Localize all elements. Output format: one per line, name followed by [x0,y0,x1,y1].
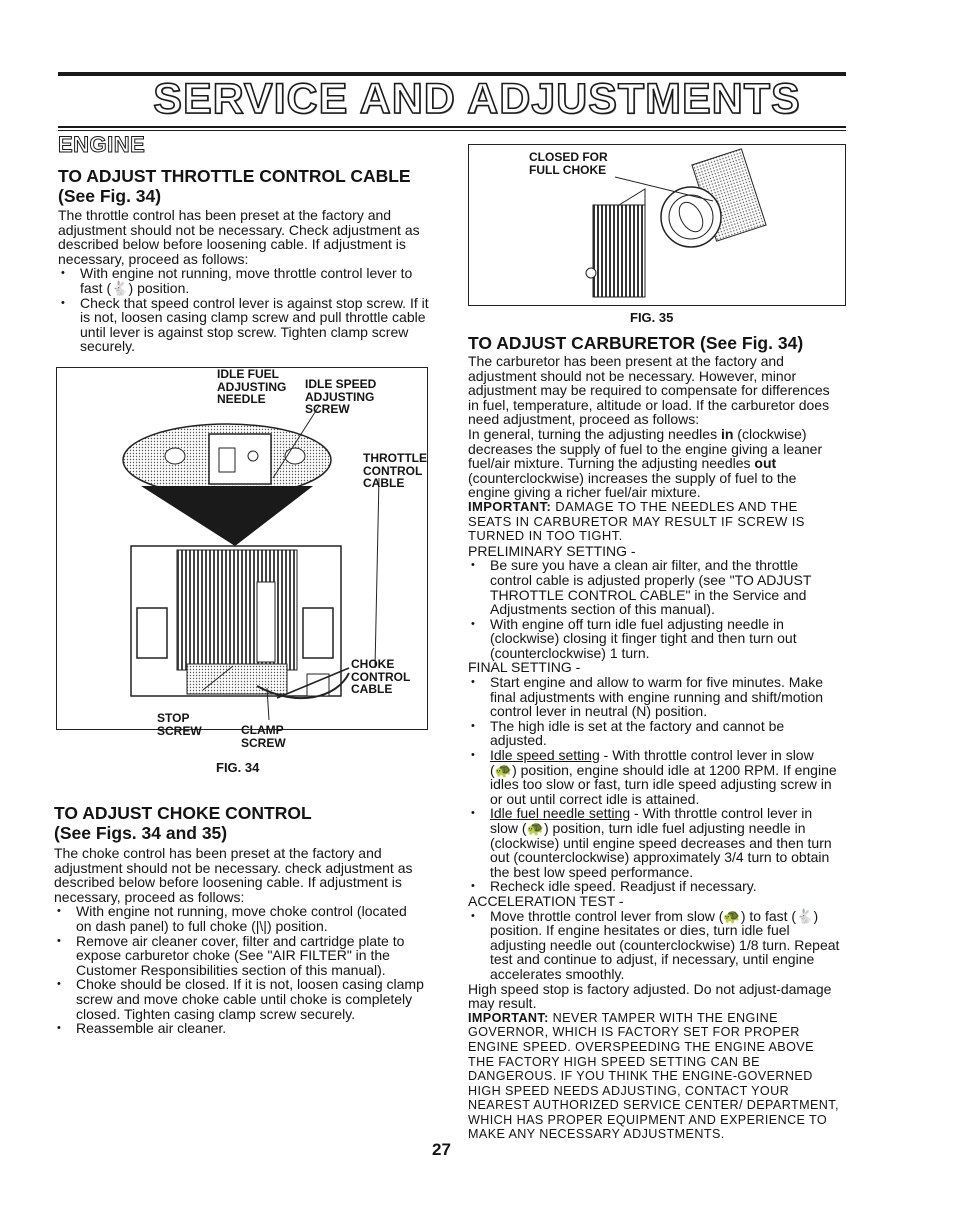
text-span: out [754,455,777,472]
list-item: • With engine not running, move choke control (located on dash panel) to full choke (|\|) position. [54,904,426,933]
throttle-heading-line2: (See Fig. 34) [58,186,162,206]
header-rule-bottom [58,126,846,128]
carb-intro: The carburetor has been present at the factory and adjustment should not be necessary. However, minor adjustment may be required to compensate for differences in fuel, temperature, altitude or load. If the carburetor does need adjustment, proceed as follows: [468,353,830,428]
label-idle-fuel [217,368,286,406]
label-line: CABLE [351,682,393,697]
carb-important-2 [468,1011,842,1142]
label-stop-screw [157,712,202,737]
list-item: • The high idle is set at the factory and cannot be adjusted. [468,719,842,748]
label-idle-speed [305,378,376,416]
final-heading: FINAL SETTING - [468,659,581,676]
list-item: • Remove air cleaner cover, filter and cartridge plate to expose carburetor choke (See "AIR FILTER" in the Customer Responsibilities section of this manual). [54,934,426,978]
list-item: • With engine not running, move throttle control lever to fast (🐇) position. [58,266,432,295]
label-line: SCREW [241,735,286,750]
label-clamp-screw [241,724,286,749]
label-choke-cable [351,658,410,696]
fig34-caption: FIG. 34 [216,760,260,775]
list-item: • With engine off turn idle fuel adjusting needle in (clockwise) closing it finger tight and then turn out (counterclockwise) 1 turn. [468,617,842,661]
label-line: FULL CHOKE [529,162,607,177]
list-item: • Start engine and allow to warm for five minutes. Make final adjustments with engine running and shift/motion control lever in neutral (N) position. [468,675,842,719]
choke-heading-line2: (See Figs. 34 and 35) [54,823,228,843]
label-line: THROTTLE [363,451,427,465]
text-span: (clockwise) decreases the supply of fuel to the engine giving a leaner fuel/air mixture. Turning the adjusting needles [468,425,823,472]
page-title: SERVICE AND ADJUSTMENTS [153,75,801,123]
text-span: Idle fuel needle setting [490,805,631,822]
figure-34 [56,367,428,750]
label-line: IDLE FUEL [217,367,279,381]
prelim-bullets [468,558,842,660]
carb-heading: TO ADJUST CARBURETOR (See Fig. 34) [468,333,804,353]
text-span: - With throttle control lever in slow (🐢) position, engine should idle at 1200 RPM. If engine idles too slow or fast, turn idle speed adjusting screw in or out until correct idle is attained. [490,747,837,807]
choke-heading [54,803,434,843]
figure-35 [468,144,846,306]
label-line: CABLE [363,476,405,491]
important-label: IMPORTANT: [468,498,552,514]
list-item [468,806,842,879]
label-line: ADJUSTING [305,389,375,404]
carb-general [468,427,842,500]
list-item: • Move throttle control lever from slow (🐢) to fast (🐇) position. If engine hesitates or dies, turn idle fuel adjusting needle out (counterclockwise) 1/8 turn. Repeat test and continue to adjust, if necessary, until engine accelerates smoothly. [468,909,842,982]
text-span: NEVER TAMPER WITH THE ENGINE GOVERNOR, WHICH IS FACTORY SET FOR PROPER ENGINE SPEED. OVERSPEEDING THE ENGINE ABOVE THE FACTORY HIGH SPEED SETTING CAN BE DANGEROUS. IF YOU THINK THE ENGINE-GOVERNED HIGH SPEED NEEDS ADJUSTING, CONTACT YOUR NEAREST AUTHORIZED SERVICE CENTER/ DEPARTMENT, WHICH HAS PROPER EQUIPMENT AND EXPERIENCE TO MAKE ANY NECESSARY ADJUSTMENTS. [468,1010,839,1142]
choke-body [54,846,426,1036]
label-closed-for-full-choke [529,151,608,176]
accel-bullets [468,909,842,982]
list-item [468,748,842,806]
list-item: • Be sure you have a clean air filter, and the throttle control cable is adjusted properly (see "TO ADJUST THROTTLE CONTROL CABLE" in the Service and Adjustments section of this manual). [468,558,842,616]
label-throttle-cable [363,452,427,490]
carb-body [468,354,842,1142]
label-line: SCREW [157,723,202,738]
throttle-intro: The throttle control has been preset at the factory and adjustment should not be necessary. Check adjustment as described below before loosening cable. If adjustment is necessary, proceed as follows: [58,207,420,267]
label-line: STOP [157,711,190,725]
choke-intro: The choke control has been preset at the factory and adjustment should not be necessary. check adjustment as described below before loosening cable. If adjustment is necessary, proceed as follows: [54,845,413,905]
choke-illustration [469,145,845,305]
label-line: IDLE SPEED [305,377,377,391]
text-span: DAMAGE TO THE NEEDLES AND THE SEATS IN CARBURETOR MAY RESULT IF SCREW IS TURNED IN TOO TIGHT. [468,498,805,544]
text-span: in [720,425,734,442]
list-item: • Check that speed control lever is against stop screw. If it is not, loosen casing clamp screw and pull throttle cable until lever is against stop screw. Tighten clamp screw securely. [58,296,432,354]
text-span: - With throttle control lever in slow (🐢) position, turn idle fuel adjusting needle in (clockwise) until engine speed decreases and then turn out (counterclockwise) approximately 3/4 turn to obtain the best low speed performance. [490,805,832,880]
text-span: Idle speed setting [490,747,600,764]
label-line: CHOKE [351,657,395,671]
list-item: • Reassemble air cleaner. [54,1021,426,1036]
choke-heading-line1: TO ADJUST CHOKE CONTROL [54,803,312,823]
choke-bullets [54,904,426,1035]
preliminary-heading: PRELIMINARY SETTING - [468,542,636,559]
important-label: IMPORTANT: [468,1010,549,1025]
list-item: • Recheck idle speed. Readjust if necessary. [468,879,842,894]
throttle-heading [58,166,438,206]
accel-heading: ACCELERATION TEST - [468,892,624,909]
fig35-caption: FIG. 35 [630,310,674,325]
label-line: CONTROL [363,463,423,478]
label-line: CONTROL [351,669,411,684]
label-line: CLAMP [241,723,284,737]
section-title: ENGINE [58,132,146,157]
list-item: • Choke should be closed. If it is not, loosen casing clamp screw and move choke cable until choke is completely closed. Tighten casing clamp screw securely. [54,977,426,1021]
final-bullets [468,675,842,894]
text-span: (counterclockwise) increases the supply of fuel to the engine giving a richer fuel/air mixture. [468,469,797,501]
text-span: In general, turning the adjusting needles [468,425,721,442]
throttle-bullets [58,266,432,354]
throttle-heading-line1: TO ADJUST THROTTLE CONTROL CABLE [58,166,411,186]
highspeed-note: High speed stop is factory adjusted. Do not adjust-damage may result. [468,980,832,1012]
throttle-body [58,208,432,354]
header-rule-bottom-2 [58,130,846,131]
carb-important-1 [468,500,842,544]
label-line: NEEDLE [217,392,266,407]
label-line: SCREW [305,402,350,417]
label-line: ADJUSTING [217,379,287,394]
label-line: CLOSED FOR [529,150,608,164]
page-number: 27 [432,1140,451,1159]
